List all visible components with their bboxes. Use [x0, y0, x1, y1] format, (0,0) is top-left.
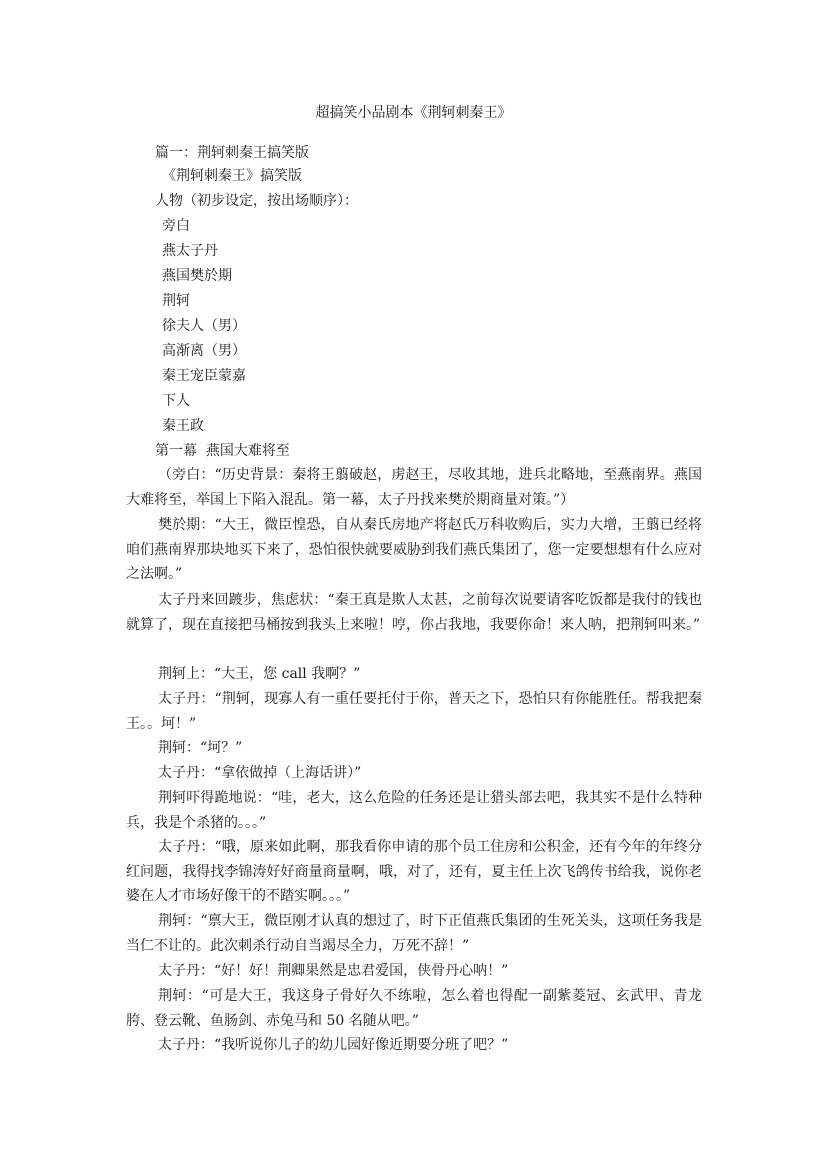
cast-item: 荆轲 [162, 293, 190, 309]
subtitle: 《荆轲刺秦王》搞笑版 [162, 168, 302, 184]
dialogue-paragraph: 荆轲：“坷？” [158, 740, 243, 756]
cast-item: 徐夫人（男） [162, 318, 246, 334]
dialogue-paragraph: 太子丹：“哦，原来如此啊，那我看你申请的那个员工住房和公积金，还有今年的年终分红问题，我得找李锦涛好好商量商量啊，哦，对了，还有，夏主任上次飞鸽传书给我，说你老婆在人才市场好像干的不踏实啊。。。” [126, 839, 702, 905]
cast-item: 燕太子丹 [162, 243, 218, 259]
act-heading: 第一幕 燕国大难将至 [155, 443, 290, 459]
dialogue-paragraph: 太子丹：“好！好！荆卿果然是忠君爱国，侠骨丹心呐！” [158, 963, 509, 979]
dialogue-paragraph: 太子丹：“拿依做掉（上海话讲）” [158, 765, 362, 781]
cast-item: 高渐离（男） [162, 343, 246, 359]
cast-item: 下人 [162, 393, 190, 409]
section-heading: 篇一：荆轲刺秦王搞笑版 [155, 145, 309, 161]
cast-heading: 人物（初步设定，按出场顺序）： [155, 193, 358, 209]
dialogue-paragraph: 太子丹：“荆轲，现寡人有一重任要托付于你，普天之下，恐怕只有你能胜任。帮我把秦王。。坷！” [126, 691, 702, 732]
dialogue-paragraph: 太子丹来回踱步，焦虑状：“秦王真是欺人太甚，之前每次说要请客吃饭都是我付的钱也就算了，现在直接把马桶按到我头上来啦！哼，你占我地，我要你命！来人呐，把荆轲叫来。” [126, 592, 702, 633]
cast-item: 旁白 [162, 218, 190, 234]
dialogue-paragraph: 樊於期：“大王，微臣惶恐，自从秦氏房地产将赵氏万科收购后，实力大增，王翦已经将咱们燕南界那块地买下来了，恐怕很快就要威胁到我们燕氏集团了，您一定要想想有什么应对之法啊。” [126, 517, 702, 583]
dialogue-paragraph: 太子丹：“我听说你儿子的幼儿园好像近期要分班了吧？” [158, 1037, 509, 1053]
dialogue-paragraph: 荆轲吓得跪地说：“哇，老大，这么危险的任务还是让猎头部去吧，我其实不是什么特种兵，我是个杀猪的。。。” [126, 790, 702, 831]
dialogue-paragraph: 荆轲：“可是大王，我这身子骨好久不练啦，怎么着也得配一副紫菱冠、玄武甲、青龙胯、登云靴、鱼肠剑、赤兔马和 50 名随从吧。” [126, 988, 702, 1029]
cast-item: 秦王政 [162, 418, 204, 434]
document-title: 超搞笑小品剧本《荆轲刺秦王》 [315, 105, 512, 121]
paragraph-narration: （旁白：“历史背景：秦将王翦破赵，虏赵王，尽收其地，进兵北略地，至燕南界。燕国大难将至，举国上下陷入混乱。第一幕，太子丹找来樊於期商量对策。”） [126, 467, 702, 508]
dialogue-paragraph: 荆轲上：“大王，您 call 我啊？” [158, 666, 361, 682]
cast-item: 燕国樊於期 [162, 268, 232, 284]
cast-item: 秦王宠臣蒙嘉 [162, 368, 246, 384]
dialogue-paragraph: 荆轲：“禀大王，微臣刚才认真的想过了，时下正值燕氏集团的生死关头，这项任务我是当仁不让的。此次刺杀行动自当竭尽全力，万死不辞！” [126, 913, 702, 954]
